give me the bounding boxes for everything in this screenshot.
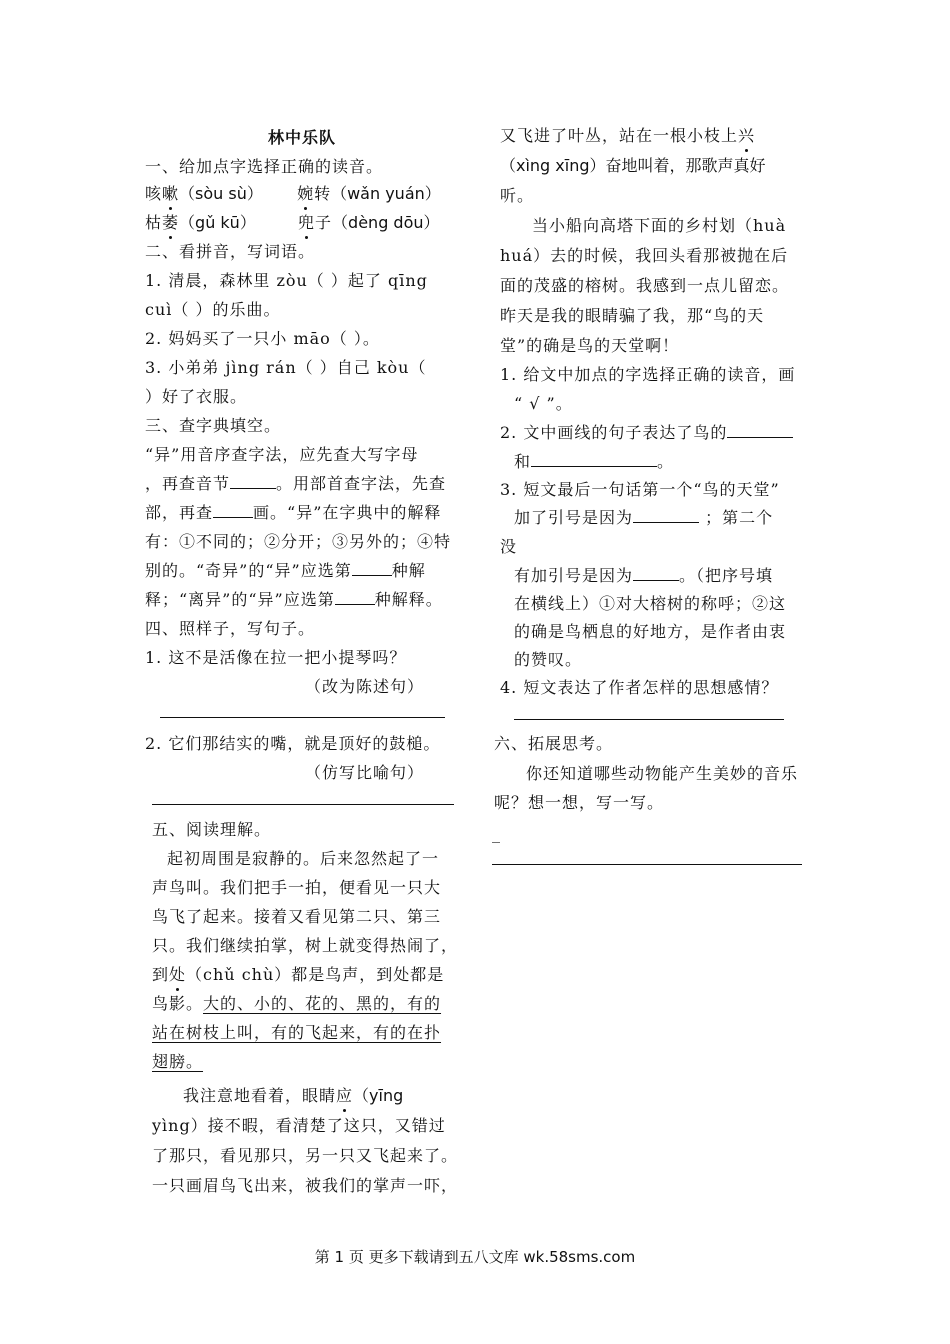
text: ，再查音节 — [145, 474, 231, 493]
text: ；第二个 — [705, 508, 774, 527]
dotted-char: 嗽 — [162, 184, 180, 203]
answer-blank[interactable] — [352, 561, 392, 576]
passage-line — [500, 126, 755, 146]
answer-blank[interactable] — [727, 423, 793, 438]
dotted-char: 应 — [336, 1086, 354, 1105]
section-3-heading: 三、查字典填空。 — [145, 416, 282, 435]
s3-line-3 — [145, 503, 441, 523]
question-1-line2: “ √ ”。 — [514, 394, 573, 413]
underlined-sentence: 翅膀。 — [152, 1052, 204, 1071]
answer-blank[interactable] — [213, 503, 253, 518]
passage-line: 起初周围是寂静的。后来忽然起了一 — [167, 849, 440, 868]
text: 有加引号是因为 — [514, 566, 634, 585]
passage-line: 一只画眉鸟飞出来，被我们的掌声一吓， — [152, 1176, 459, 1195]
passage-line: 只。我们继续拍掌，树上就变得热闹了， — [152, 936, 459, 955]
underlined-sentence: 站在树枝上叫，有的飞起来，有的在扑 — [152, 1023, 442, 1042]
text: 和 — [514, 452, 532, 471]
passage-line: 昨天是我的眼睛骗了我，那“鸟的天 — [500, 306, 765, 325]
answer-blank[interactable] — [335, 590, 375, 605]
pinyin-options: （wǎn yuán） — [331, 184, 441, 203]
passage-line: yìng）接不暇，看清楚了这只，又错过 — [152, 1116, 446, 1135]
s2-q3-line2: ）好了衣服。 — [145, 387, 248, 406]
page-title: 林中乐队 — [268, 128, 337, 147]
dotted-char: 萎 — [162, 213, 180, 232]
s4-q2: 2. 它们那结实的嘴，就是顶好的鼓槌。 — [145, 734, 441, 753]
question-3-line5: 在横线上）①对大榕树的称呼；②这 — [514, 594, 787, 613]
underlined-sentence: 大的、小的、花的、黑的，有的 — [203, 994, 442, 1013]
dotted-char: 婉 — [297, 184, 315, 203]
s2-q2: 2. 妈妈买了一只小 māo（ ）。 — [145, 329, 380, 348]
s3-line-2 — [145, 474, 446, 494]
text: 画。“异”在字典中的解释 — [253, 503, 442, 522]
pinyin-options: （yīng — [353, 1086, 404, 1105]
passage-line: 堂”的确是鸟的天堂啊！ — [500, 336, 680, 355]
dotted-char: 处 — [169, 965, 187, 984]
passage-line — [183, 1086, 403, 1106]
text: 部，再查 — [145, 503, 214, 522]
passage-line: 当小船向高塔下面的乡村划（huà — [532, 216, 787, 235]
text: 到 — [152, 965, 170, 984]
section-2-heading: 二、看拼音，写词语。 — [145, 242, 316, 261]
text: 种解 — [391, 561, 426, 580]
passage-line: 了那只，看见那只，另一只又飞起来了。 — [152, 1146, 459, 1165]
question-3-line2 — [514, 508, 773, 528]
text: 我注意地看着，眼睛 — [183, 1086, 337, 1105]
answer-blank[interactable] — [230, 474, 276, 489]
pinyin-options: （dèng dōu） — [332, 213, 440, 232]
question-3-line4 — [514, 566, 773, 586]
page-footer: 第 1 页 更多下载请到五八文库 wk.58sms.com — [314, 1248, 636, 1266]
s2-q1-line2: cuì（ ）的乐曲。 — [145, 300, 281, 319]
passage-line: 听。 — [500, 186, 535, 205]
s6-line-2: 呢？想一想，写一写。 — [494, 793, 665, 812]
s3-line-1: “异”用音序查字法，应先查大写字母 — [145, 445, 419, 464]
s1-row-1 — [145, 184, 441, 204]
text: （chǔ chù）都是鸟声，到处都是 — [186, 965, 445, 984]
s2-q3-line1: 3. 小弟弟 jìng rán（ ）自己 kòu（ — [145, 358, 427, 377]
s6-dash: _ — [492, 824, 501, 843]
passage-line — [152, 965, 444, 985]
s2-q1-line1: 1. 清晨，森林里 zòu（ ）起了 qīng — [145, 271, 428, 290]
passage-line: （xìng xīng）奋地叫着，那歌声真好 — [500, 156, 766, 175]
answer-line[interactable] — [160, 717, 445, 718]
pinyin-options: （gǔ kū） — [179, 213, 256, 232]
passage-line: 声鸟叫。我们把手一拍，便看见一只大 — [152, 878, 442, 897]
s4-q1: 1. 这不是活像在拉一把小提琴吗？ — [145, 648, 407, 667]
s6-line-1: 你还知道哪些动物能产生美妙的音乐 — [526, 764, 799, 783]
text: 别的。“奇异”的“异”应选第 — [145, 561, 352, 580]
section-4-heading: 四、照样子，写句子。 — [145, 619, 316, 638]
section-1-heading: 一、给加点字选择正确的读音。 — [145, 157, 384, 176]
s1-row-2 — [145, 213, 440, 233]
char: 转 — [314, 184, 332, 203]
char: 子 — [315, 213, 333, 232]
text: 2. 文中画线的句子表达了鸟的 — [500, 423, 728, 442]
passage-line — [152, 994, 441, 1014]
text: 鸟影。 — [152, 994, 204, 1013]
s3-line-5 — [145, 561, 426, 581]
passage-line: 面的茂盛的榕树。我感到一点儿留恋。 — [500, 276, 790, 295]
question-4: 4. 短文表达了作者怎样的思想感情？ — [500, 678, 779, 697]
text: 。 — [657, 452, 675, 471]
s3-line-6 — [145, 590, 443, 610]
answer-line[interactable] — [152, 804, 454, 805]
question-2-line1 — [500, 423, 793, 443]
passage-line: huá）去的时候，我回头看那被抛在后 — [500, 246, 789, 265]
question-3-line3: 没 — [500, 537, 518, 556]
text: 。（把序号填 — [679, 566, 774, 585]
dotted-char: 兴 — [738, 126, 756, 145]
char: 咳 — [145, 184, 163, 203]
s3-line-4: 有：①不同的；②分开；③另外的；④特 — [145, 532, 452, 551]
s4-q1-hint: （改为陈述句） — [305, 677, 425, 696]
question-3-line7: 的赞叹。 — [514, 650, 583, 669]
char: 枯 — [145, 213, 163, 232]
answer-blank[interactable] — [633, 566, 679, 581]
question-3-line1: 3. 短文最后一句话第一个“鸟的天堂” — [500, 480, 780, 499]
answer-line[interactable] — [514, 719, 784, 720]
passage-line: 鸟飞了起来。接着又看见第二只、第三 — [152, 907, 442, 926]
dotted-char: 兜 — [298, 213, 316, 232]
text: 又飞进了叶丛，站在一根小枝上 — [500, 126, 739, 145]
section-6-heading: 六、拓展思考。 — [494, 734, 614, 753]
s4-q2-hint: （仿写比喻句） — [305, 763, 425, 782]
question-3-line6: 的确是鸟栖息的好地方，是作者由衷 — [514, 622, 787, 641]
question-2-line2 — [514, 452, 674, 472]
text: 加了引号是因为 — [514, 508, 634, 527]
answer-blank[interactable] — [531, 452, 657, 467]
answer-blank[interactable] — [633, 508, 699, 523]
text: 释；“离异”的“异”应选第 — [145, 590, 335, 609]
question-1-line1: 1. 给文中加点的字选择正确的读音，画 — [500, 365, 796, 384]
text: 。用部首查字法，先查 — [276, 474, 447, 493]
section-5-heading: 五、阅读理解。 — [152, 820, 272, 839]
pinyin-options: （sòu sù） — [179, 184, 263, 203]
text: 种解释。 — [374, 590, 443, 609]
answer-line[interactable] — [492, 864, 802, 865]
